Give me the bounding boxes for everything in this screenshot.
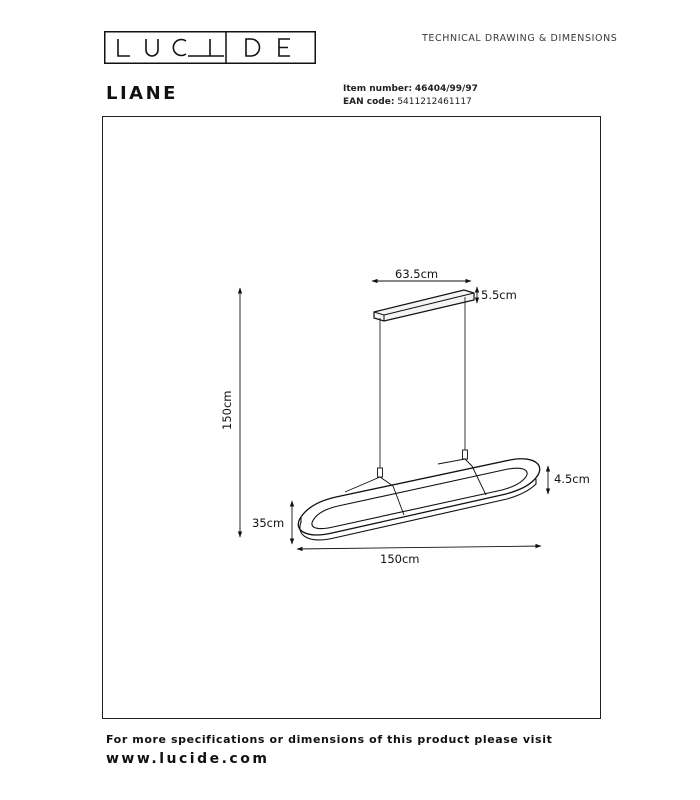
dimension-canopy-height: 5.5cm — [481, 288, 517, 302]
item-number-value: 46404/99/97 — [414, 84, 478, 94]
dimension-canopy-width: 63.5cm — [395, 267, 439, 281]
footer-note: For more specifications or dimensions of this product please visit — [106, 733, 553, 746]
product-name: LIANE — [106, 83, 178, 104]
cable-connector-right — [463, 450, 468, 459]
support-brackets — [345, 459, 486, 515]
document-caption: TECHNICAL DRAWING & DIMENSIONS — [422, 33, 618, 44]
dimension-total-height: 150cm — [220, 390, 234, 430]
website-url[interactable]: www.lucide.com — [106, 751, 270, 767]
ean-code-value: 5411212461117 — [397, 97, 472, 107]
oval-ring — [298, 459, 539, 540]
dimension-ring-height: 4.5cm — [554, 472, 590, 486]
item-number-label: Item number: — [343, 84, 413, 94]
dimension-body-depth: 35cm — [252, 516, 285, 530]
dimension-lines — [240, 281, 548, 549]
ean-code-label: EAN code: — [343, 97, 395, 107]
dimension-body-length: 150cm — [380, 552, 420, 566]
canopy — [374, 290, 474, 321]
cable-connector-left — [378, 468, 383, 477]
